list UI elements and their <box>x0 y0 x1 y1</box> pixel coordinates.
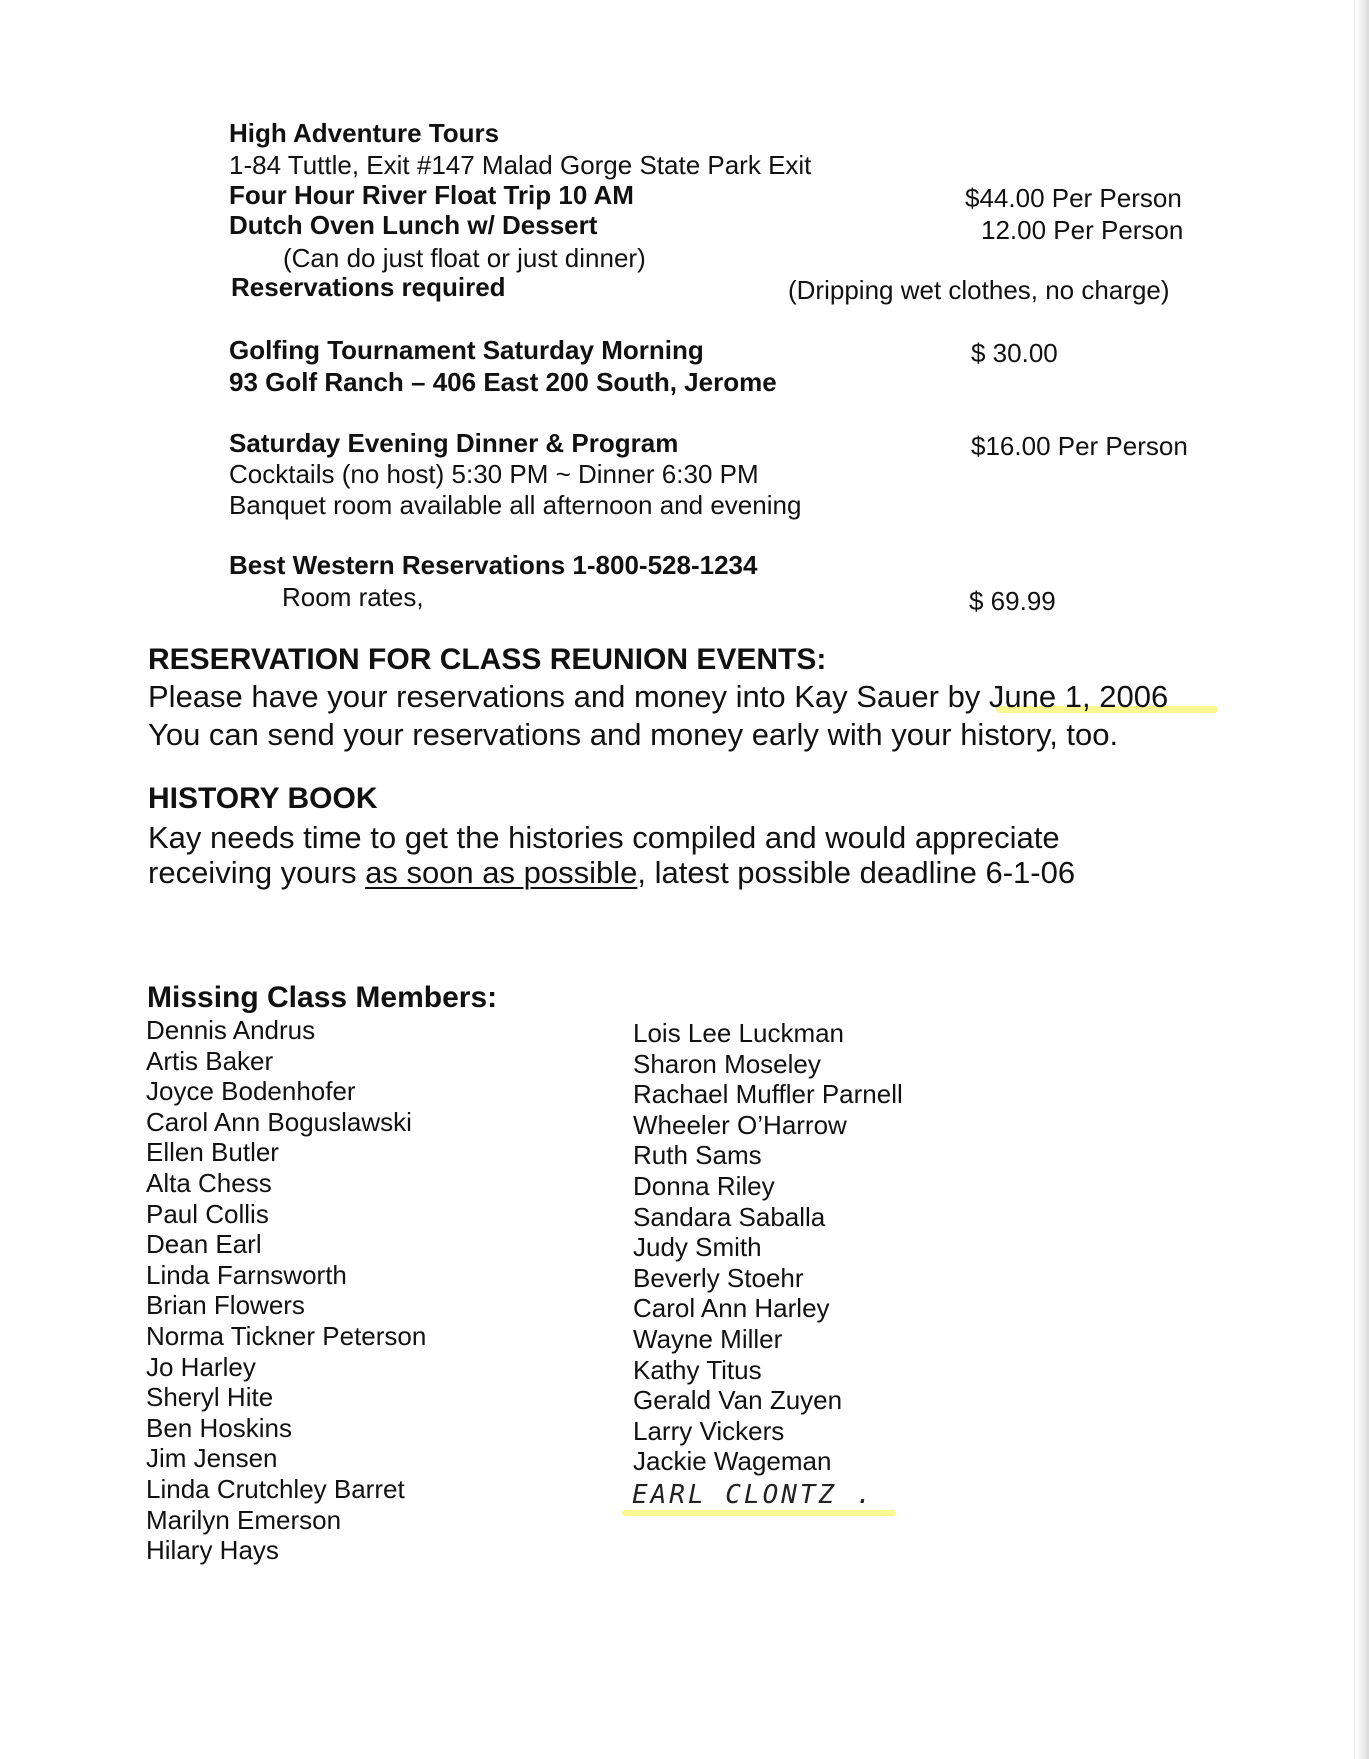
reservation-line1 <box>148 681 1168 712</box>
list-item: Sandara Saballa <box>633 1201 826 1232</box>
list-item: Larry Vickers <box>633 1415 785 1446</box>
missing-list-right <box>633 1018 903 1477</box>
list-item: Jim Jensen <box>146 1443 278 1474</box>
history-line2-suffix: , latest possible deadline 6-1-06 <box>637 855 1076 890</box>
list-item: Donna Riley <box>633 1170 775 1201</box>
list-item: Ben Hoskins <box>146 1412 292 1443</box>
list-item: Beverly Stoehr <box>633 1262 804 1293</box>
missing-heading: Missing Class Members: <box>147 981 498 1014</box>
reservation-deadline: June 1, 2006 <box>988 679 1169 714</box>
page-edge-shadow <box>1355 0 1369 1759</box>
list-item: Alta Chess <box>146 1167 272 1198</box>
lunch-price: 12.00 Per Person <box>981 215 1184 245</box>
list-item: Gerald Van Zuyen <box>633 1385 843 1416</box>
missing-list-left <box>146 1015 426 1566</box>
reservations-required: Reservations required <box>231 272 506 302</box>
history-line2-prefix: receiving yours <box>148 855 366 890</box>
float-trip: Four Hour River Float Trip 10 AM <box>229 180 634 210</box>
float-price: $44.00 Per Person <box>965 183 1182 213</box>
lunch: Dutch Oven Lunch w/ Dessert <box>229 210 598 240</box>
list-item: Artis Baker <box>146 1045 274 1076</box>
tours-location: 1-84 Tuttle, Exit #147 Malad Gorge State Park Exit <box>229 150 812 180</box>
reservation-line1-text: Please have your reservations and money into Kay Sauer by <box>148 679 989 714</box>
reservation-line2: You can send your reservations and money early with your history, too. <box>148 717 1119 752</box>
golf-price: $ 30.00 <box>971 338 1058 368</box>
list-item: Rachael Muffler Parnell <box>633 1079 903 1110</box>
list-item: Wheeler O’Harrow <box>633 1109 847 1140</box>
banquet-room: Banquet room available all afternoon and evening <box>229 490 802 520</box>
list-item: Joyce Bodenhofer <box>146 1076 356 1107</box>
list-item: Ellen Butler <box>146 1137 279 1168</box>
dinner-times: Cocktails (no host) 5:30 PM ~ Dinner 6:30 PM <box>229 459 759 489</box>
list-item: Linda Farnsworth <box>146 1259 347 1290</box>
list-item: Carol Ann Harley <box>633 1293 830 1324</box>
hotel-title: Best Western Reservations 1-800-528-1234 <box>229 550 758 580</box>
history-heading: HISTORY BOOK <box>148 782 378 815</box>
list-item: Lois Lee Luckman <box>633 1018 845 1048</box>
golf-title: Golfing Tournament Saturday Morning <box>229 335 704 365</box>
list-item: Wayne Miller <box>633 1323 783 1354</box>
dinner-price: $16.00 Per Person <box>971 431 1188 461</box>
tours-name: High Adventure Tours <box>229 118 500 148</box>
wet-clothes-note: (Dripping wet clothes, no charge) <box>788 275 1170 305</box>
list-item: Hilary Hays <box>146 1535 279 1566</box>
list-item: Jo Harley <box>146 1351 256 1382</box>
dinner-title: Saturday Evening Dinner & Program <box>229 428 679 458</box>
room-rate: $ 69.99 <box>969 586 1056 616</box>
list-item: Paul Collis <box>146 1198 269 1229</box>
list-item: Norma Tickner Peterson <box>146 1320 427 1351</box>
list-item: Sheryl Hite <box>146 1382 274 1413</box>
tours-note: (Can do just float or just dinner) <box>283 243 646 273</box>
list-item: Linda Crutchley Barret <box>146 1473 405 1504</box>
list-item: Sharon Moseley <box>633 1048 821 1079</box>
history-asap: as soon as possible <box>365 855 638 890</box>
list-item: Ruth Sams <box>633 1140 762 1171</box>
handwritten-highlight <box>622 1510 896 1516</box>
handwritten-name: EARL CLONTZ . <box>632 1480 875 1510</box>
list-item: Dean Earl <box>146 1229 262 1260</box>
list-item: Kathy Titus <box>633 1354 762 1385</box>
history-line1: Kay needs time to get the histories compiled and would appreciate <box>148 820 1060 855</box>
list-item: Judy Smith <box>633 1232 762 1263</box>
room-rates-label: Room rates, <box>282 582 424 612</box>
golf-location: 93 Golf Ranch – 406 East 200 South, Jerome <box>229 367 777 397</box>
list-item: Carol Ann Boguslawski <box>146 1106 412 1137</box>
list-item: Brian Flowers <box>146 1290 305 1321</box>
reservation-heading: RESERVATION FOR CLASS REUNION EVENTS: <box>148 643 827 676</box>
list-item: Marilyn Emerson <box>146 1504 342 1535</box>
list-item: Dennis Andrus <box>146 1015 316 1045</box>
history-line2 <box>148 857 1075 888</box>
list-item: Jackie Wageman <box>633 1446 832 1477</box>
